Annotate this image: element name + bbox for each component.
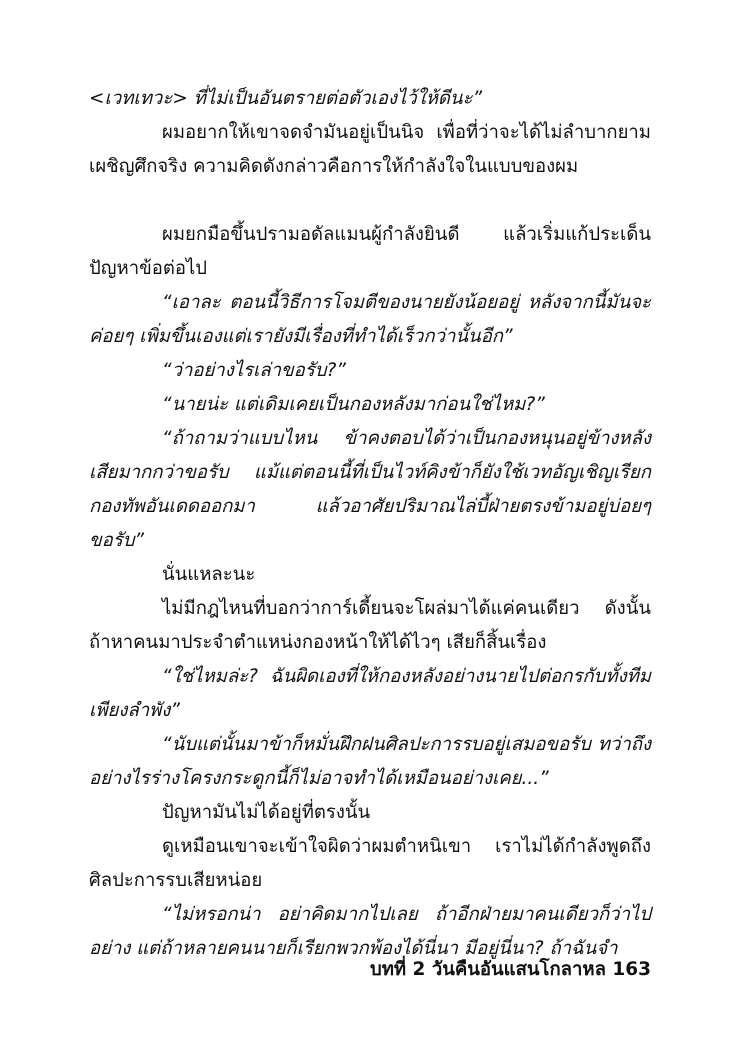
page-number: 163 bbox=[612, 959, 651, 980]
text-run: “เอาละ ตอนนี้วิธีการโจมตีของนายยังน้อยอยู่ หลังจากนี้มันจะค่อยๆ เพิ่มขึ้นเองแต่เรายังมีเรื่องที่ทำได้เร็วกว่านั้นอีก” bbox=[89, 292, 651, 347]
paragraph bbox=[89, 82, 651, 116]
paragraph bbox=[89, 218, 651, 286]
text-run: ไม่มีกฎไหนที่บอกว่าการ์เดี้ยนจะโผล่มาได้แค่คนเดียว ดังนั้นถ้าหาคนมาประจำตำแหน่งกองหน้าให้ได้ไวๆ เสียก็สิ้นเรื่อง bbox=[89, 598, 651, 653]
text-run: ปัญหามันไม่ได้อยู่ที่ตรงนั้น bbox=[162, 802, 371, 823]
text-run: ผมอยากให้เขาจดจำมันอยู่เป็นนิจ เพื่อที่ว่าจะได้ไม่ลำบากยามเผชิญศึกจริง ความคิดดังกล่าวคือการให้กำลังใจในแบบของผม bbox=[89, 122, 651, 177]
page-footer bbox=[89, 955, 651, 984]
paragraph-gap bbox=[89, 184, 651, 218]
text-run: “ไม่หรอกน่า อย่าคิดมากไปเลย ถ้าอีกฝ่ายมาคนเดียวก็ว่าไปอย่าง แต่ถ้าหลายคนนายก็เรียกพวกพ้องได้นี่นา มีอยู่นี่นา? ถ้าฉันจำ bbox=[89, 904, 651, 959]
paragraph bbox=[89, 388, 651, 422]
text-run: นั่นแหละนะ bbox=[162, 564, 256, 585]
text-run: “ถ้าถามว่าแบบไหน ข้าคงตอบได้ว่าเป็นกองหนุนอยู่ข้างหลังเสียมากกว่าขอรับ แม้แต่ตอนนี้ที่เป็นไวท์คิงข้าก็ยังใช้เวทอัญเชิญเรียกกองทัพอันเดดออกมา แล้วอาศัยปริมาณไล่บี้ฝ่ายตรงข้ามอยู่บ่อยๆ ขอรับ” bbox=[89, 428, 651, 551]
text-run: <เวทเทวะ> bbox=[89, 88, 188, 109]
paragraph bbox=[89, 354, 651, 388]
paragraph bbox=[89, 116, 651, 184]
paragraph bbox=[89, 728, 651, 796]
paragraph bbox=[89, 422, 651, 558]
text-run: “นายน่ะ แต่เดิมเคยเป็นกองหลังมาก่อนใช่ไหม?” bbox=[162, 394, 545, 415]
text-run: “ว่าอย่างไรเล่าขอรับ?” bbox=[162, 360, 346, 381]
paragraph bbox=[89, 796, 651, 830]
paragraph bbox=[89, 592, 651, 660]
text-run: ดูเหมือนเขาจะเข้าใจผิดว่าผมตำหนิเขา เราไม่ได้กำลังพูดถึงศิลปะการรบเสียหน่อย bbox=[89, 836, 651, 891]
text-run: “ใช่ไหมล่ะ? ฉันผิดเองที่ให้กองหลังอย่างนายไปต่อกรกับทั้งทีมเพียงลำพัง” bbox=[89, 666, 651, 721]
text-run: ที่ไม่เป็นอันตรายต่อตัวเองไว้ให้ดีนะ” bbox=[187, 88, 483, 109]
paragraph bbox=[89, 830, 651, 898]
body-text bbox=[89, 82, 651, 966]
text-run: ผมยกมือขึ้นปรามอดัลแมนผู้กำลังยินดี แล้วเริ่มแก้ประเด็นปัญหาข้อต่อไป bbox=[89, 224, 651, 279]
text-run: “นับแต่นั้นมาข้าก็หมั่นฝึกฝนศิลปะการรบอยู่เสมอขอรับ ทว่าถึงอย่างไรร่างโครงกระดูกนี้ก็ไม่อาจทำได้เหมือนอย่างเคย...” bbox=[89, 734, 651, 789]
paragraph bbox=[89, 286, 651, 354]
paragraph bbox=[89, 558, 651, 592]
chapter-title: บทที่ 2 วันคืนอันแสนโกลาหล bbox=[369, 959, 606, 980]
paragraph bbox=[89, 660, 651, 728]
